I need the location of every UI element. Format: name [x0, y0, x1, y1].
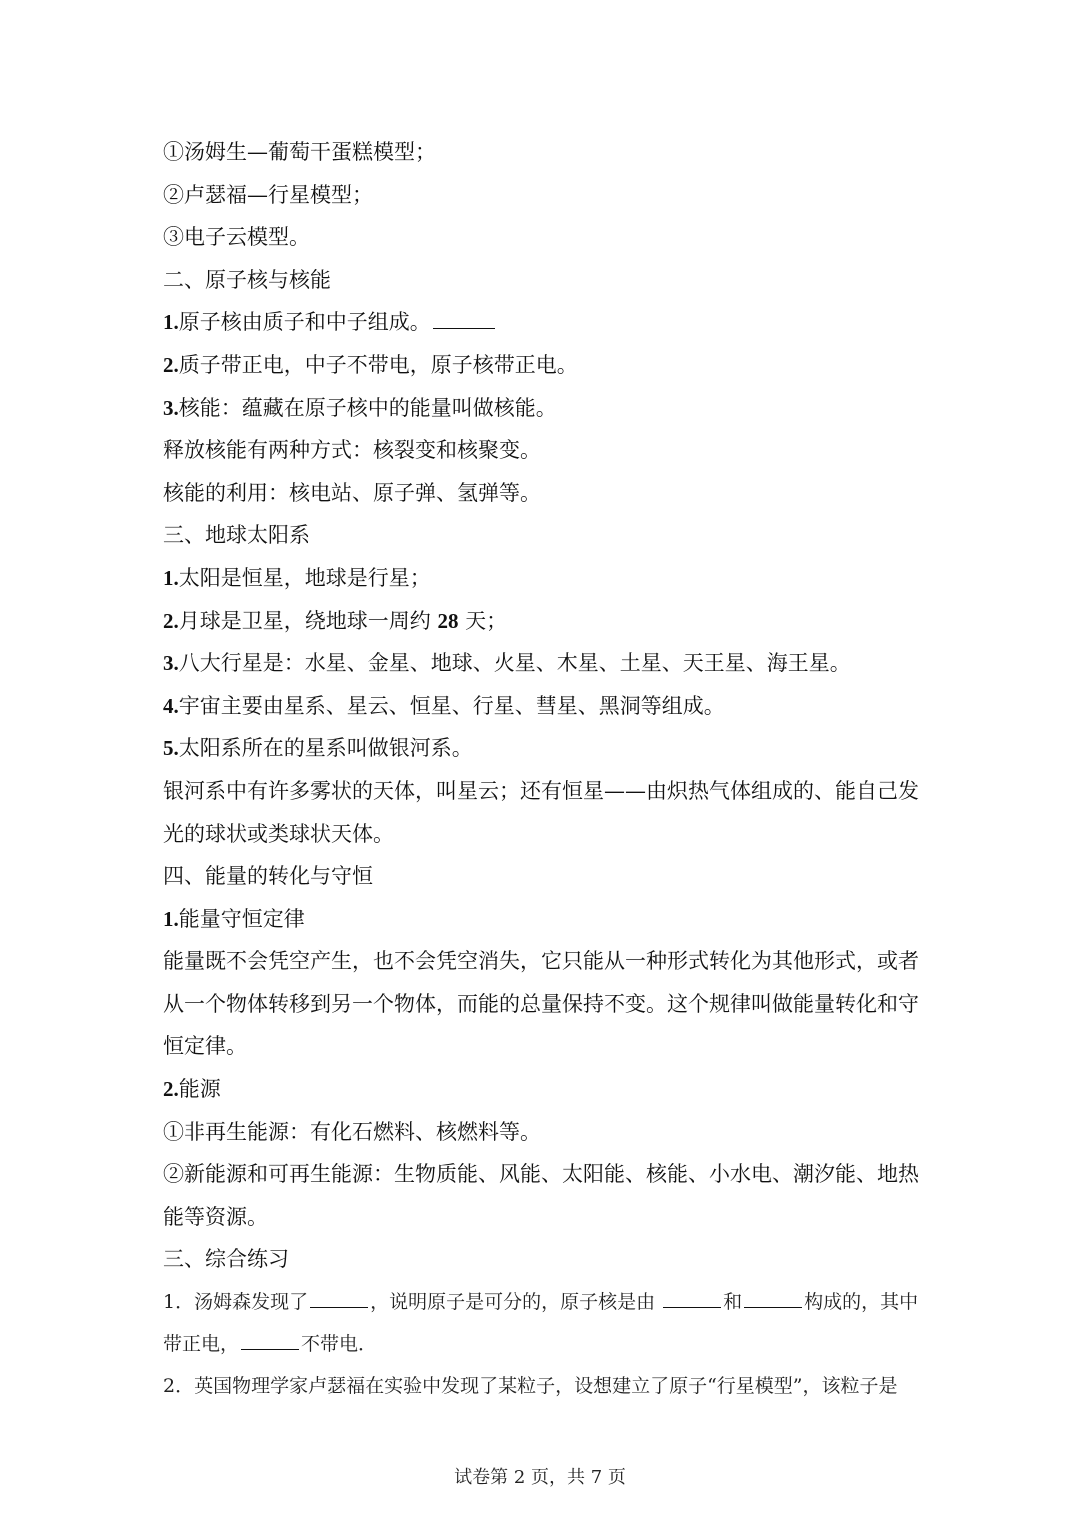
item-number: 5. — [163, 736, 179, 761]
non-renewable-energy — [163, 1111, 923, 1154]
line-text: 八大行星是：水星、金星、地球、火星、木星、土星、天王星、海王星。 — [178, 651, 851, 676]
solar-item-1 — [163, 557, 923, 600]
question-text: 英国物理学家卢瑟福在实验中发现了某粒子，设想建立了原子“行星模型”，该粒子是 — [194, 1375, 898, 1398]
line-text: 质子带正电，中子不带电，原子核带正电。 — [178, 352, 578, 377]
line-text: 原子核由质子和中子组成。 — [178, 310, 431, 335]
line-text: ③电子云模型。 — [163, 225, 310, 250]
model-thomson — [163, 131, 923, 174]
model-electron-cloud — [163, 216, 923, 259]
energy-item-2 — [163, 1068, 923, 1111]
solar-item-5 — [163, 727, 923, 770]
answer-blank[interactable] — [744, 1287, 802, 1308]
solar-item-4 — [163, 685, 923, 728]
question-text: 构成的，其中带正电， — [163, 1291, 919, 1356]
item-number: 1. — [163, 565, 179, 590]
nucleus-item-3 — [163, 387, 923, 430]
nucleus-item-2 — [163, 344, 923, 387]
renewable-energy — [163, 1153, 923, 1238]
paragraph-text: ②新能源和可再生能源：生物质能、风能、太阳能、核能、小水电、潮汐能、地热能等资源。 — [163, 1162, 919, 1229]
line-text: 太阳系所在的星系叫做银河系。 — [178, 736, 473, 761]
heading-text: 三、地球太阳系 — [163, 523, 310, 548]
line-text: 太阳是恒星，地球是行星； — [178, 565, 431, 590]
exercise-1 — [163, 1281, 923, 1365]
answer-blank[interactable] — [663, 1287, 721, 1308]
question-text: 汤姆森发现了 — [194, 1291, 309, 1314]
line-text: 能源 — [178, 1077, 221, 1102]
question-text: 和 — [723, 1291, 743, 1314]
section-heading-energy — [163, 855, 923, 898]
line-text: 月球是卫星，绕地球一周约 — [178, 608, 438, 633]
paragraph-text: 银河系中有许多雾状的天体，叫星云；还有恒星——由炽热气体组成的、能自己发光的球状或类球状天体。 — [163, 778, 919, 846]
answer-blank — [433, 306, 495, 329]
line-text: 宇宙主要由星系、星云、恒星、行星、彗星、黑洞等组成。 — [178, 693, 725, 718]
item-number: 1. — [163, 906, 179, 931]
heading-text: 二、原子核与核能 — [163, 267, 331, 292]
item-number: 3. — [163, 395, 179, 420]
line-text: ①非再生能源：有化石燃料、核燃料等。 — [163, 1119, 541, 1144]
energy-item-1 — [163, 898, 923, 941]
section-heading-exercises — [163, 1238, 923, 1281]
solar-item-2 — [163, 600, 923, 643]
page-footer: 试卷第 2 页，共 7 页 — [454, 1467, 626, 1488]
line-text: ②卢瑟福—行星模型； — [163, 182, 373, 207]
item-number: 2. — [163, 608, 179, 633]
question-number: 2． — [163, 1375, 195, 1398]
conservation-paragraph — [163, 940, 923, 1068]
page-content — [163, 131, 923, 1407]
nuclear-uses — [163, 472, 923, 515]
answer-blank[interactable] — [310, 1287, 368, 1308]
heading-text: 三、综合练习 — [163, 1247, 289, 1272]
question-text: 不带电． — [301, 1333, 378, 1356]
line-text: 核能的利用：核电站、原子弹、氢弹等。 — [163, 480, 541, 505]
paragraph-text: 能量既不会凭空产生，也不会凭空消失，它只能从一种形式转化为其他形式，或者从一个物体转移到另一个物体，而能的总量保持不变。这个规律叫做能量转化和守恒定律。 — [163, 949, 919, 1059]
answer-blank[interactable] — [241, 1329, 299, 1350]
line-text: 核能：蕴藏在原子核中的能量叫做核能。 — [178, 395, 557, 420]
question-number: 1． — [163, 1291, 195, 1314]
item-number: 2. — [163, 352, 179, 377]
heading-text: 四、能量的转化与守恒 — [163, 864, 373, 889]
solar-item-3 — [163, 642, 923, 685]
section-heading-solar-system — [163, 514, 923, 557]
nuclear-release-methods — [163, 429, 923, 472]
question-text: ，说明原子是可分的，原子核是由 — [370, 1291, 662, 1314]
milky-way-paragraph — [163, 770, 923, 855]
line-text: 能量守恒定律 — [178, 906, 305, 931]
line-text: 天； — [458, 608, 508, 633]
exercise-2 — [163, 1365, 923, 1407]
section-heading-nucleus — [163, 259, 923, 302]
item-number: 3. — [163, 651, 179, 676]
item-number: 1. — [163, 310, 179, 335]
day-count: 28 — [437, 608, 459, 633]
item-number: 4. — [163, 693, 179, 718]
line-text: ①汤姆生—葡萄干蛋糕模型； — [163, 140, 436, 164]
nucleus-item-1 — [163, 301, 923, 344]
model-rutherford — [163, 174, 923, 217]
item-number: 2. — [163, 1077, 179, 1102]
line-text: 释放核能有两种方式：核裂变和核聚变。 — [163, 438, 541, 463]
